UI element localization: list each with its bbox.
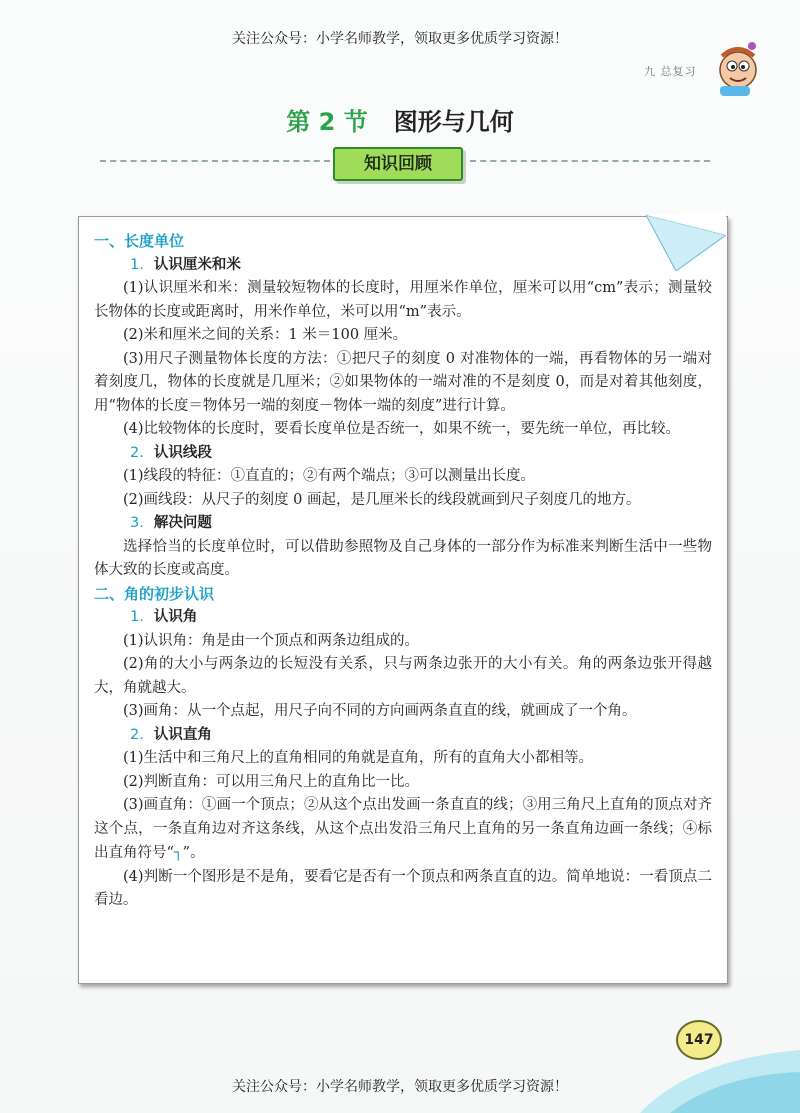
mascot-icon bbox=[712, 40, 760, 98]
content-body bbox=[94, 230, 712, 913]
knowledge-review-badge: 知识回顾 bbox=[333, 147, 463, 181]
paragraph-19 bbox=[94, 794, 712, 866]
right-angle-symbol-icon: ┐ bbox=[173, 844, 183, 861]
paragraph-13: (1)认识角：角是由一个顶点和两条边组成的。 bbox=[123, 632, 420, 649]
paragraph-3: (2)米和厘米之间的关系：1 米＝100 厘米。 bbox=[123, 327, 408, 343]
paragraph-20: (4)判断一个图形是不是角，要看它是否有一个顶点和两条直直的边。简单地说：一看顶点二看边。 bbox=[94, 868, 712, 908]
section-title bbox=[0, 102, 800, 137]
paragraph-tail: ”。 bbox=[182, 845, 205, 861]
paragraph-10: 选择恰当的长度单位时，可以借助参照物及自己身体的一部分作为标准来判断生活中一些物体大致的长度或高度。 bbox=[94, 538, 712, 578]
paragraph-7: (1)线段的特征：①直直的；②有两个端点；③可以测量出长度。 bbox=[123, 468, 536, 484]
subheading-1 bbox=[94, 254, 712, 278]
subheading-number: 3. bbox=[130, 515, 144, 531]
paragraph-18: (2)判断直角：可以用三角尺上的直角比一比。 bbox=[123, 773, 420, 790]
paragraph-14: (2)角的大小与两条边的长短没有关系，只与两条边张开的大小有关。角的两条边张开得越大，角就越大。 bbox=[94, 656, 712, 696]
divider-right bbox=[470, 160, 710, 162]
subheading-text: 认识角 bbox=[153, 609, 198, 625]
paragraph-15: (3)画角：从一个点起，用尺子向不同的方向画两条直直的线，就画成了一个角。 bbox=[123, 703, 637, 719]
subheading-number: 1. bbox=[130, 256, 144, 273]
paragraph-17: (1)生活中和三角尺上的直角相同的角就是直角，所有的直角大小都相等。 bbox=[123, 750, 594, 766]
page-number: 147 bbox=[676, 1020, 722, 1060]
heading-0: 一、长度单位 bbox=[94, 232, 185, 250]
top-promo-banner: 关注公众号：小学名师教学，领取更多优质学习资源！ bbox=[232, 31, 568, 47]
subheading-number: 1. bbox=[130, 609, 144, 625]
heading-11: 二、角的初步认识 bbox=[94, 584, 215, 603]
paragraph-text: (3)画直角：①画一个顶点；②从这个点出发画一条直直的线；③用三角尺上直角的顶点对齐这个点，一条直角边对齐这条线，从这个点出发沿三角尺上直角的另一条直角边画一条线；④标出直角符号“ bbox=[94, 797, 712, 861]
section-number: 第 2 节 bbox=[286, 108, 368, 136]
subheading-text: 认识厘米和米 bbox=[153, 256, 241, 273]
subheading-number: 2. bbox=[130, 444, 144, 461]
subheading-text: 认识直角 bbox=[153, 726, 212, 743]
subheading-number: 2. bbox=[130, 726, 144, 743]
paragraph-5: (4)比较物体的长度时，要看长度单位是否统一，如果不统一，要先统一单位，再比较。 bbox=[123, 421, 681, 437]
subheading-text: 认识线段 bbox=[153, 444, 212, 461]
subheading-16 bbox=[94, 724, 712, 748]
subheading-12 bbox=[94, 606, 712, 630]
bottom-promo-banner: 关注公众号：小学名师教学，领取更多优质学习资源！ bbox=[232, 1079, 568, 1095]
subheading-text: 解决问题 bbox=[153, 515, 212, 531]
paragraph-2: (1)认识厘米和米：测量较短物体的长度时，用厘米作单位，厘米可以用“cm”表示；测量较长物体的长度或距离时，用米作单位，米可以用“m”表示。 bbox=[94, 280, 712, 320]
subheading-9 bbox=[94, 512, 712, 536]
subheading-6 bbox=[94, 442, 712, 466]
chapter-label: 九 总复习 bbox=[644, 65, 697, 78]
section-name: 图形与几何 bbox=[393, 108, 514, 136]
divider-left bbox=[100, 160, 330, 162]
paragraph-4: (3)用尺子测量物体长度的方法：①把尺子的刻度 0 对准物体的一端，再看物体的另一端对着刻度几，物体的长度就是几厘米；②如果物体的一端对准的不是刻度 0，而是对着其他刻度，用“物体的长度＝物体另一端的刻度－物体一端的刻度”进行计算。 bbox=[94, 350, 712, 414]
paragraph-8: (2)画线段：从尺子的刻度 0 画起，是几厘米长的线段就画到尺子刻度几的地方。 bbox=[123, 491, 641, 508]
